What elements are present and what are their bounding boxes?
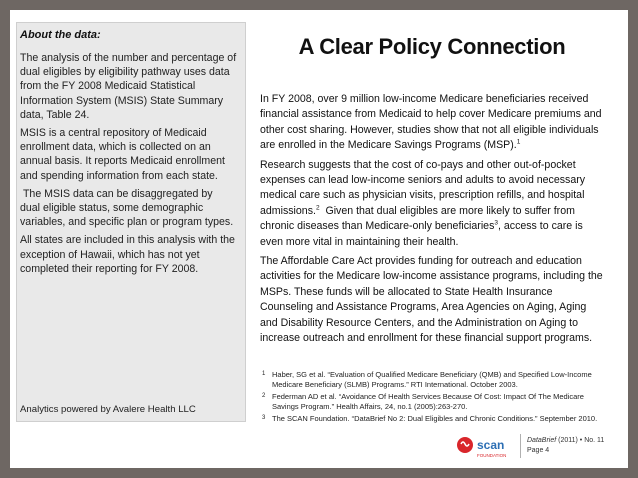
logo-word: scan xyxy=(477,438,505,452)
about-data-paragraph: The analysis of the number and percentage of dual eligibles by eligibility pathway uses data from the FY 2008 Medicaid Statistical Information System (MSIS) State Summary data, Table 24. xyxy=(20,52,237,121)
body-paragraph-3: The Affordable Care Act provides funding for outreach and education activities for the Medicare low-income assistance programs, including the MSPs. These funds will be allocated to State Health Insurance Counseling and Assistance Programs, Area Agencies on Aging, Aging and Disability Resource Centers, and the Administration on Aging to increase outreach and enrollment for these financial support programs. xyxy=(260,255,603,345)
page-title: A Clear Policy Connection xyxy=(298,34,566,59)
branding-divider xyxy=(520,434,521,458)
main-text xyxy=(260,92,606,351)
body-paragraph-2: Research suggests that the cost of co-pays and other out-of-pocket expenses can lead low-income seniors and adults to avoid necessary medical care such as physician visits, prescription refills, and hospital admissions.$^2$ Given that dual eligibles are more likely to suffer from chronic diseases than Medicare-only beneficiaries$^3$, access to care is even more vital in maintaining their health. xyxy=(260,158,589,248)
footnote-marker: 3 xyxy=(494,219,498,227)
footnote-marker: 1 xyxy=(516,138,521,146)
databrief-issue: (2011) • No. 11 xyxy=(556,437,605,444)
about-data-paragraph: MSIS is a central repository of Medicaid enrollment data, which is collected on an annual basis. It reports Medicaid enrollment and spending information from each state. xyxy=(20,127,225,182)
footnote-marker: 2 xyxy=(315,204,320,212)
databrief-info xyxy=(527,436,604,456)
body-paragraph-1: In FY 2008, over 9 million low-income Medicare beneficiaries received financial assistance from Medicaid to help cover Medicare premiums and other cost sharing. However, studies show that not all eligible individuals are enrolled in the Medicare Savings Programs (MSP).$^1$ xyxy=(260,93,602,152)
about-data-paragraph: All states are included in this analysis with the exception of Hawaii, which has not yet completed their reporting for FY 2008. xyxy=(20,234,235,275)
reference-item: 2 Federman AD et al. “Avoidance Of Health Services Because Of Cost: Impact Of The Medicare Savings Program.” Health Affairs, 24, no.1 (2005):263-270. xyxy=(262,392,584,411)
page-number: Page 4 xyxy=(527,447,550,454)
about-data-body xyxy=(20,51,238,280)
reference-item: 1 Haber, SG et al. “Evaluation of Qualified Medicare Beneficiary (QMB) and Specified Low-Income Medicare Beneficiary (SLMB) Programs.” RTI International. October 2003. xyxy=(262,370,592,389)
reference-item: 3 The SCAN Foundation. “DataBrief No 2: Dual Eligibles and Chronic Conditions.” September 2010. xyxy=(262,414,598,423)
scan-foundation-logo xyxy=(456,432,512,462)
analytics-credit: Analytics powered by Avalere Health LLC xyxy=(20,404,196,415)
about-data-heading: About the data: xyxy=(20,29,101,41)
logo-subtitle: FOUNDATION xyxy=(477,453,507,458)
databrief-name: DataBrief xyxy=(527,437,557,444)
about-data-paragraph: The MSIS data can be disaggregated by dual eligible status, some demographic variables, and specific plan or program types. xyxy=(20,187,234,229)
references xyxy=(262,370,610,426)
